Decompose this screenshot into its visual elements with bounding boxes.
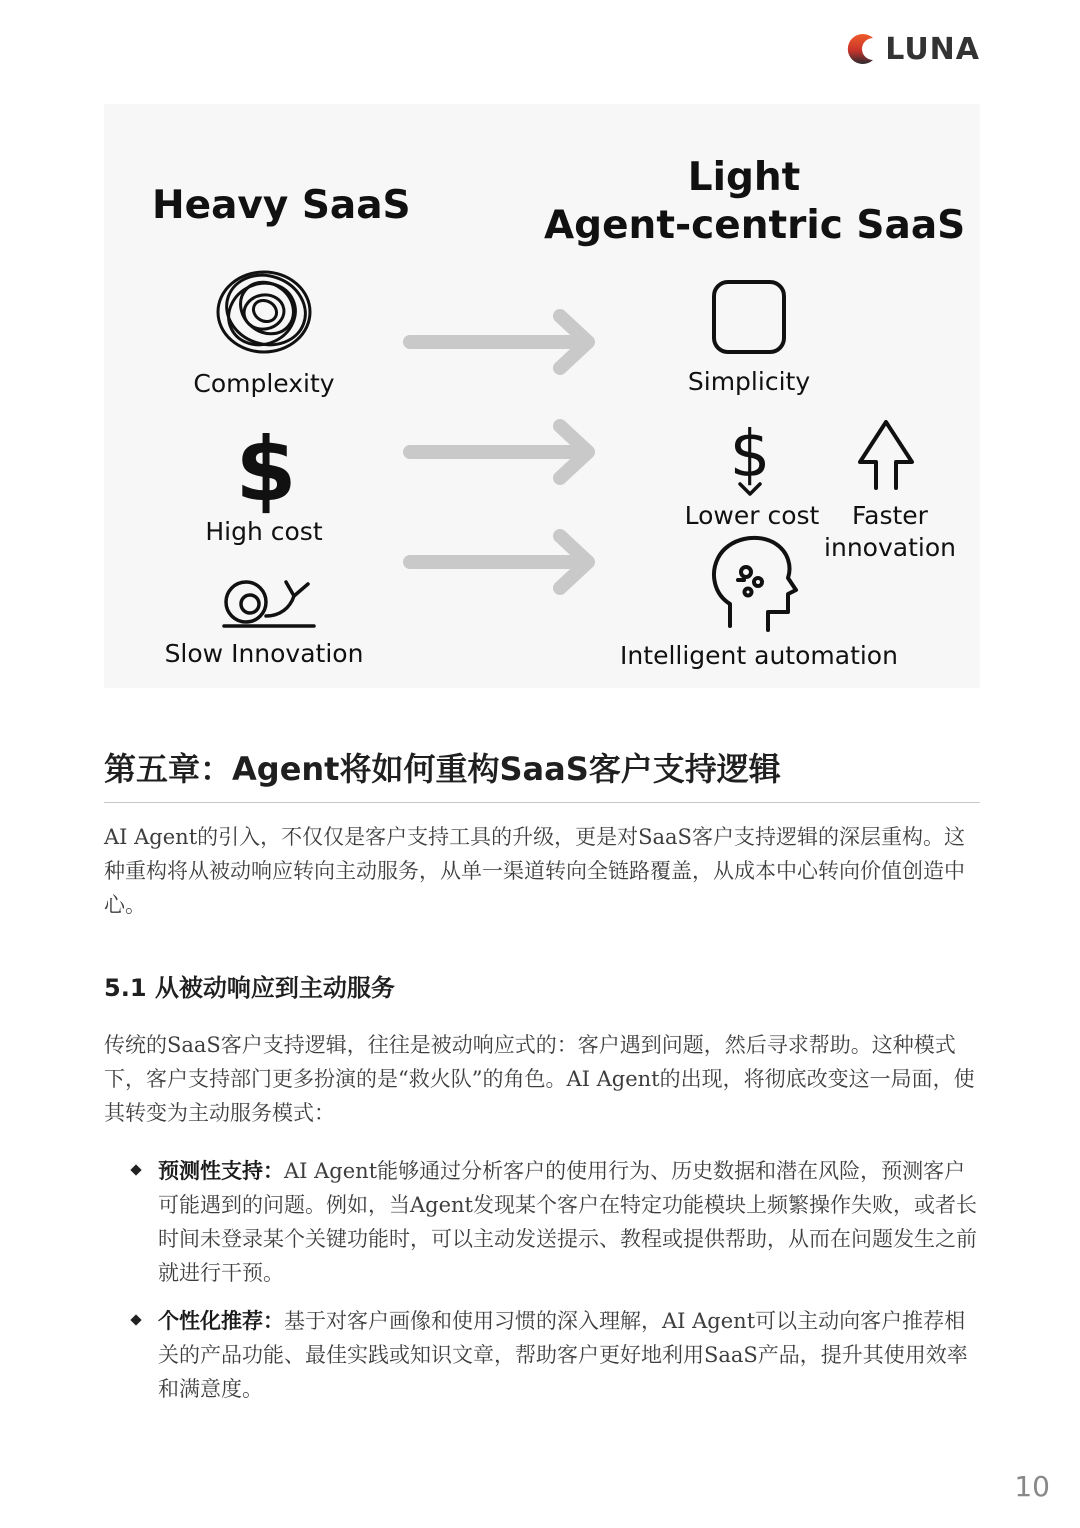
- heavy-saas-heading: Heavy SaaS: [152, 183, 411, 228]
- section-title: 从被动响应到主动服务: [154, 974, 395, 1002]
- complexity-label: Complexity: [193, 369, 335, 398]
- arrow-right-icon: [410, 426, 588, 478]
- svg-text:$: $: [235, 418, 297, 521]
- dollar-down-icon: [730, 418, 771, 494]
- comparison-figure: [104, 104, 980, 688]
- brand-name: LUNA: [885, 31, 980, 67]
- lower-cost-label: Lower cost: [684, 501, 820, 530]
- bullet-icon: [130, 1314, 141, 1325]
- bullet-term: 预测性支持：: [158, 1158, 284, 1183]
- list-item: [158, 1304, 980, 1406]
- arrow-up-icon: [860, 422, 912, 488]
- svg-text:$: $: [729, 418, 771, 492]
- snail-icon: [224, 582, 314, 626]
- chapter-prefix: 第五章：: [104, 750, 233, 788]
- chapter-title-text: Agent将如何重构SaaS客户支持逻辑: [232, 750, 781, 788]
- intro-paragraph: AI Agent的引入，不仅仅是客户支持工具的升级，更是对SaaS客户支持逻辑的深层重构。这种重构将从被动响应转向主动服务，从单一渠道转向全链路覆盖，从成本中心转向价值创造中心。: [104, 825, 965, 917]
- bullet-term: 个性化推荐：: [158, 1308, 284, 1333]
- agent-centric-heading: Agent-centric SaaS: [544, 203, 966, 248]
- faster-label: Faster: [852, 501, 928, 530]
- brand-logo: [843, 30, 980, 68]
- chapter-title: [104, 744, 980, 803]
- list-item: [158, 1154, 980, 1290]
- section-heading: [104, 968, 395, 1003]
- arrow-right-icon: [410, 536, 588, 588]
- arrow-right-icon: [410, 316, 588, 368]
- page-number: 10: [1014, 1470, 1050, 1503]
- head-gears-icon: [714, 538, 796, 630]
- light-heading: Light: [687, 155, 801, 200]
- bullet-text: 基于对客户画像和使用习惯的深入理解，AI Agent可以主动向客户推荐相关的产品功能、最佳实践或知识文章，帮助客户更好地利用SaaS产品，提升其使用效率和满意度。: [158, 1309, 968, 1401]
- section-paragraph: 传统的SaaS客户支持逻辑，往往是被动响应式的：客户遇到问题，然后寻求帮助。这种模式下，客户支持部门更多扮演的是“救火队”的角色。AI Agent的出现，将彻底改变这一局面，使其转变为主动服务模式：: [104, 1033, 975, 1125]
- bullet-text: AI Agent能够通过分析客户的使用行为、历史数据和潜在风险，预测客户可能遇到的问题。例如，当Agent发现某个客户在特定功能模块上频繁操作失败，或者长时间未登录某个关键功能时，可以主动发送提示、教程或提供帮助，从而在问题发生之前就进行干预。: [158, 1159, 977, 1285]
- luna-moon-icon: [843, 30, 881, 68]
- simplicity-label: Simplicity: [687, 367, 811, 396]
- intelligent-automation-label: Intelligent automation: [620, 641, 898, 670]
- innovation-label: innovation: [824, 533, 956, 562]
- scribble-icon: [217, 264, 315, 355]
- bullet-icon: [130, 1164, 141, 1175]
- high-cost-label: High cost: [205, 517, 323, 546]
- slow-innovation-label: Slow Innovation: [164, 639, 364, 668]
- dollar-icon: [235, 418, 296, 521]
- section-number: 5.1: [104, 974, 147, 1002]
- rounded-square-icon: [714, 282, 784, 352]
